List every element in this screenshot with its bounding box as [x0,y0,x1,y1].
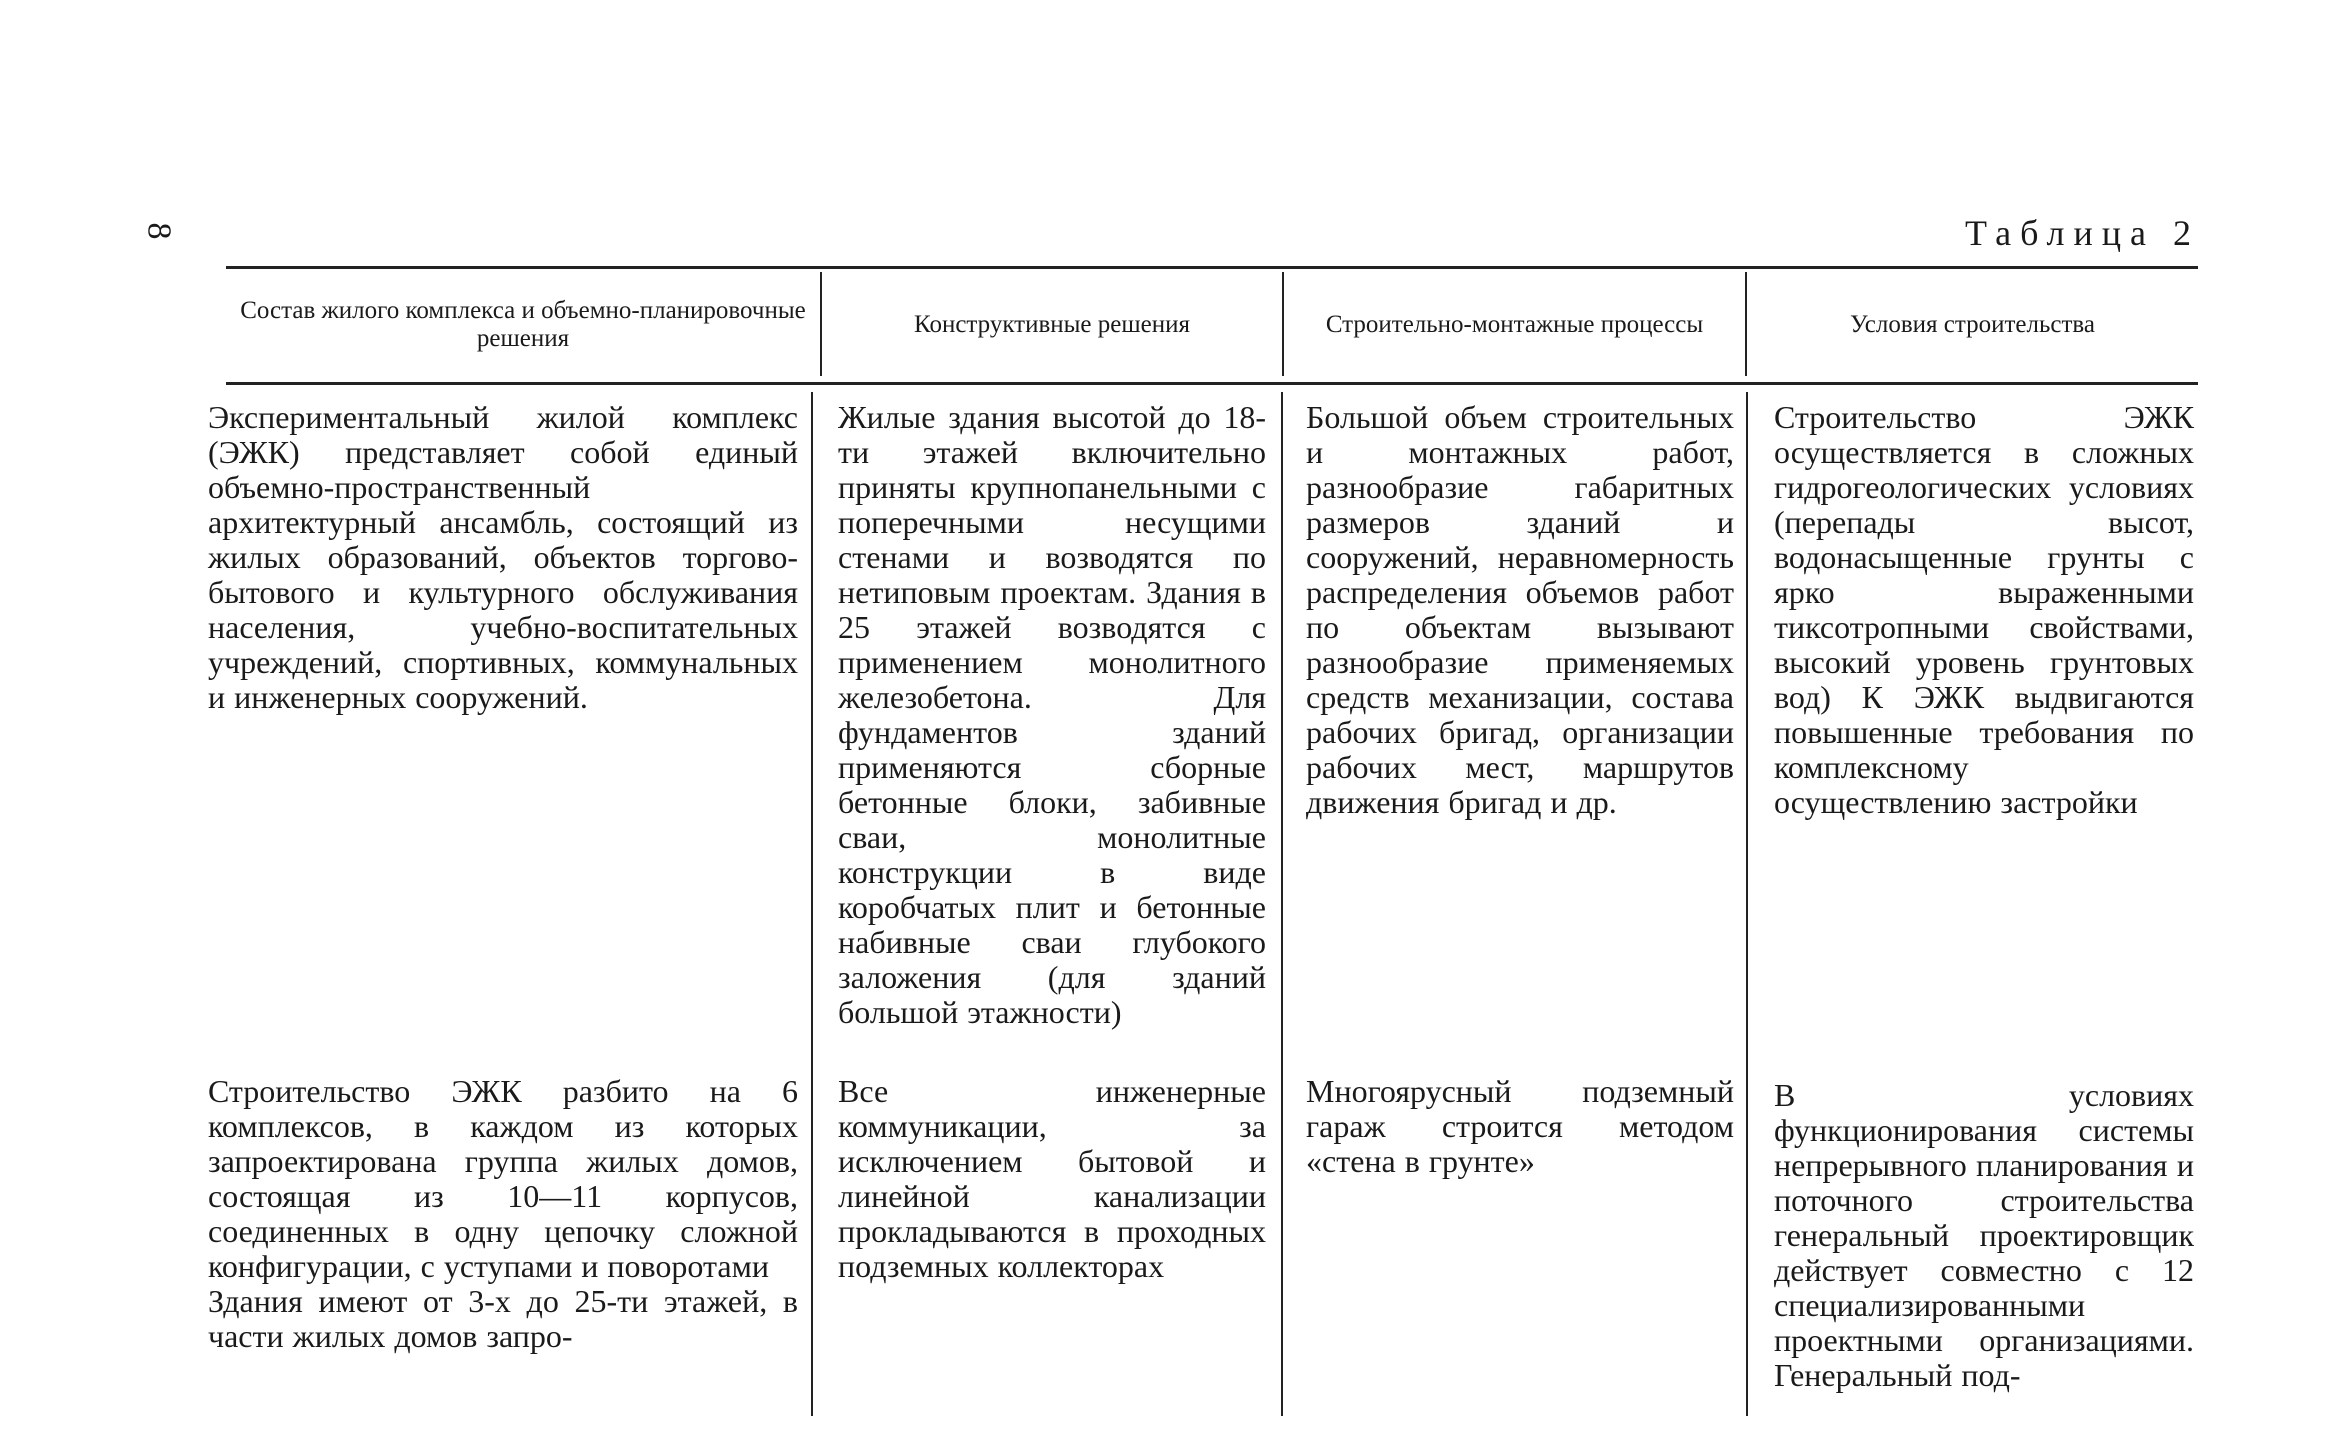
cell-processes: Большой объем строительных и монтажных работ, разнообразие габаритных размеров зданий и сооружений, неравномерность распределения объемов работ по объектам вызывают разнообразие применяемых средств механизации, состава рабочих бригад, организации рабочих мест, маршрутов движения бригад и др. [1306,399,1734,820]
column-divider [1746,392,1748,1416]
column-divider [811,392,813,1416]
cell-composition: Экспериментальный жилой комплекс (ЭЖК) представляет собой единый объемно-пространственный архитектурный ансамбль, состоящий из жилых образований, объектов торгово-бытового и культурного обслуживания населения, учебно-воспитательных учреждений, спортивных, коммунальных и инженерных сооружений. [208,399,798,715]
header-structural: Конструктивные решения [914,311,1190,338]
cell-structural: Все инженерные коммуникации, за исключением бытовой и линейной канализации прокладываются в проходных подземных коллекторах [838,1073,1266,1284]
page-number: 8 [140,222,178,240]
table-caption: Таблица 2 [1965,213,2200,253]
header-conditions: Условия строительства [1850,311,2095,338]
cell-conditions: В условиях функционирования системы непрерывного планирования и поточного строительства генеральный проектировщик действует совместно с 12 специализированными проектными организациями. Генеральный под- [1774,1077,2194,1393]
cell-structural: Жилые здания высотой до 18-ти этажей включительно приняты крупнопанельными с поперечными несущими стенами и возводятся по нетиповым проектам. Здания в 25 этажей возводятся с применением монолитного железобетона. Для фундаментов зданий применяются сборные бетонные блоки, забивные сваи, монолитные конструкции в виде коробчатых плит и бетонные набивные сваи глубокого заложения (для зданий большой этажности) [838,399,1266,1030]
header-processes: Строительно-монтажные процессы [1325,311,1704,338]
column-divider [1281,392,1283,1416]
cell-conditions: Строительство ЭЖК осуществляется в сложных гидрогеологических условиях (перепады высот, водонасыщенные грунты с ярко выраженными тиксотропными свойствами, высокий уровень грунтовых вод) К ЭЖК выдвигаются повышенные требования по комплексному осуществлению застройки [1774,399,2194,820]
cell-processes: Многоярусный подземный гараж строится методом «стена в грунте» [1306,1073,1734,1179]
header-composition: Состав жилого комплекса и объемно-планировочные решения [240,297,806,352]
cell-composition: Строительство ЭЖК разбито на 6 комплексов, в каждом из которых запроектирована группа жилых домов, состоящая из 10—11 корпусов, соединенных в одну цепочку сложной конфигурации, с уступами и поворотами Здания имеют от 3-х до 25-ти этажей, в части жилых домов запро- [208,1073,798,1354]
table-header-rule [226,382,2198,385]
